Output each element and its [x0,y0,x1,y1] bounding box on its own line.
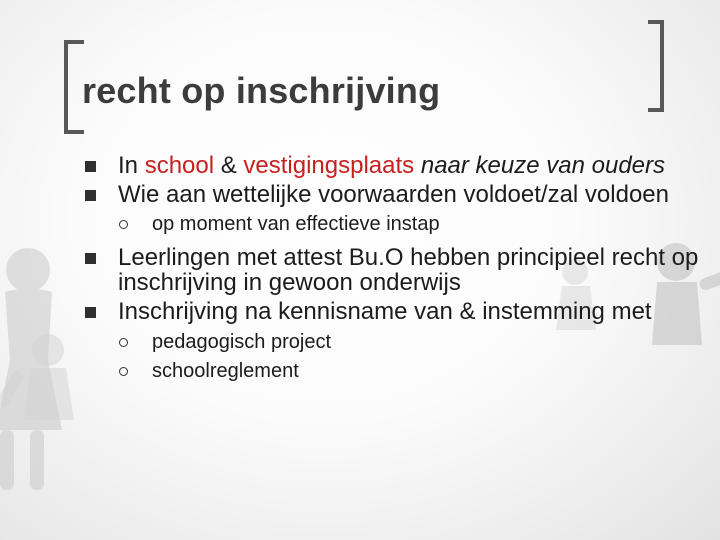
square-bullet-icon [85,253,96,264]
bullet-text-space [414,152,421,179]
square-bullet-icon [85,307,96,318]
slide-title: recht op inschrijving [82,70,441,111]
sub-bullet-item [82,357,702,386]
italic-naar-keuze: naar keuze van ouders [420,152,666,179]
circle-bullet-icon [119,367,128,376]
sub-bullet-text: schoolreglement [152,360,299,382]
sub-bullet-item [82,328,702,357]
bullet-text: Wie aan wettelijke voorwaarden voldoet/zal voldoen [118,181,669,208]
right-bracket-decoration [648,20,664,112]
highlight-vestigingsplaats: vestigingsplaats [243,152,415,179]
bullet-item-attest [82,245,702,295]
bullet-list [82,153,702,386]
square-bullet-icon [85,190,96,201]
left-bracket-decoration [64,40,84,134]
sub-bullet-item [82,210,702,239]
circle-bullet-icon [119,338,128,347]
sub-bullet-list [82,210,702,239]
bullet-text: Leerlingen met attest Bu.O hebben principieel recht op inschrijving in gewoon onderwijs [118,244,699,296]
bullet-text: Inschrijving na kennisname van & instemming met [118,298,652,325]
bullet-text-prefix: In [118,152,145,179]
bullet-item-instemming [82,299,702,324]
bullet-item-keuze [82,153,702,178]
bullet-text-ampersand: & [214,152,244,179]
bullet-item-voorwaarden [82,182,702,207]
sub-bullet-text: pedagogisch project [152,331,332,353]
sub-bullet-text: op moment van effectieve instap [152,213,440,235]
circle-bullet-icon [119,220,128,229]
square-bullet-icon [85,161,96,172]
sub-bullet-list [82,328,702,386]
highlight-school: school [144,152,215,179]
